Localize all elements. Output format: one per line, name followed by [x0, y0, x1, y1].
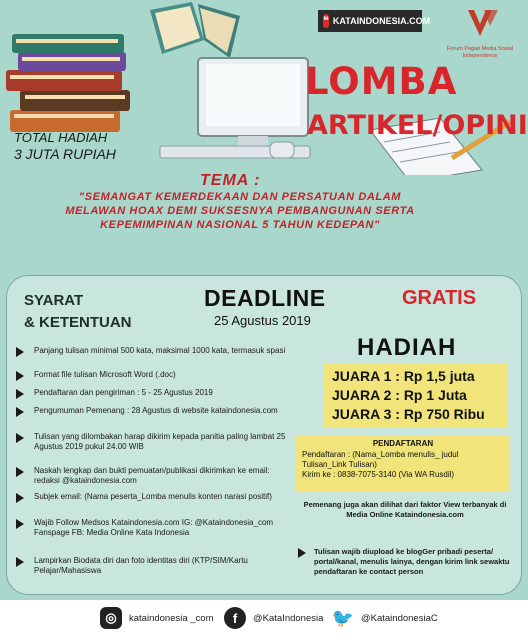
rule-item: Format file tulisan Microsoft Word (.doc) — [34, 370, 176, 379]
facebook-icon: f — [224, 607, 246, 629]
tema-text: "SEMANGAT KEMERDEKAAN DAN PERSATUAN DALAM MELAWAN HOAX DEMI SUKSESNYA PEMBANGUNAN SERTA KEPEMIMPINAN NASIONAL 5 TAHUN KEDEPAN" — [65, 191, 415, 231]
forum-logo-mark — [440, 6, 520, 46]
facebook-link[interactable] — [224, 607, 323, 629]
bullet-icon — [16, 433, 24, 443]
bullet-icon — [16, 389, 24, 399]
forum-logo-text: Forum Pegiat Media Sosial Independence — [446, 46, 514, 59]
hadiah-box — [324, 364, 508, 428]
instagram-handle: kataindonesia _com — [129, 612, 214, 624]
forum-logo — [440, 6, 520, 62]
instagram-link[interactable] — [100, 607, 214, 629]
open-book-top — [150, 2, 240, 58]
deadline-label: DEADLINE — [204, 285, 326, 311]
facebook-handle: @KataIndonesia — [253, 612, 324, 624]
rule-item: Pendaftaran dan pengiriman : 5 - 25 Agustus 2019 — [34, 388, 213, 397]
title-line2: ARTIKEL/OPINI — [307, 110, 528, 141]
hadiah-title: HADIAH — [357, 334, 457, 361]
bullet-icon — [16, 519, 24, 529]
twitter-link[interactable] — [332, 607, 438, 629]
gratis-label: GRATIS — [402, 287, 477, 309]
bullet-icon — [16, 493, 24, 503]
rule-item: Wajib Follow Medsos Kataindonesia.com IG: @Kataindonesia_com Fanspage FB: Media Online Kata Indonesia — [34, 518, 274, 537]
quote-icon: ❝ — [323, 15, 329, 27]
rule-item: Panjang tulisan minimal 500 kata, maksimal 1000 kata, termasuk spasi — [34, 346, 286, 355]
site-logo[interactable] — [318, 10, 431, 32]
rule-item: Lampirkan Biodata diri dan foto identitas diri (KTP/SIM/Kartu Pelajar/Mahasiswa — [34, 556, 248, 575]
syarat-heading — [24, 290, 132, 334]
bullet-icon — [16, 557, 24, 567]
rule-item: Pengumuman Pemenang : 28 Agustus di website kataindonesia.com — [34, 406, 278, 415]
upload-note: Tulisan wajib diupload ke blogGer pribadi peserta/ portal/kanal, menulis lainya, dengan kirim link sewaktu pendaftaran ke contact person — [314, 547, 510, 576]
bullet-icon — [16, 467, 24, 477]
book-stack — [6, 34, 130, 132]
rule-item: Tulisan yang dilombakan harap dikirim kepada panitia paling lambat 25 Agustus 2019 pukul 24.00 WIB — [34, 432, 286, 451]
registration-contact: Kirim ke : 0838-7075-3140 (Via WA Rusdil) — [302, 470, 455, 479]
bullet-icon — [16, 407, 24, 417]
registration-format: Pendaftaran : (Nama_Lomba menulis_ judul Tulisan_Link Tulisan) — [302, 450, 459, 469]
deadline-date: 25 Agustus 2019 — [214, 313, 311, 328]
prize-row: JUARA 3 : Rp 750 Ribu — [332, 406, 485, 422]
title-line1: LOMBA — [305, 60, 458, 103]
bullet-icon — [16, 371, 24, 381]
computer-icon — [160, 58, 310, 158]
instagram-icon: ◎ — [100, 607, 122, 629]
syarat-line2: & KETENTUAN — [24, 314, 132, 331]
winner-note: Pemenang juga akan dilihat dari faktor View terbanyak di Media Online Kataindonesia.com — [303, 500, 507, 519]
syarat-line1: SYARAT — [24, 292, 84, 309]
rule-item: Subjek email: (Nama peserta_Lomba menulis konten narasi positif) — [34, 492, 272, 501]
total-prize-label: TOTAL HADIAH — [14, 130, 108, 145]
rule-item: Naskah lengkap dan bukti pemuatan/publikasi dikirimkan ke email: redaksi @kataindonesia.com — [34, 466, 270, 485]
prize-row: JUARA 2 : Rp 1 Juta — [332, 387, 467, 403]
prize-row: JUARA 1 : Rp 1,5 juta — [332, 368, 475, 384]
registration-title: PENDAFTARAN — [372, 439, 434, 448]
total-prize-value: 3 JUTA RUPIAH — [14, 146, 116, 162]
bullet-icon — [16, 347, 24, 357]
bullet-icon — [298, 548, 306, 558]
tema-label: TEMA : — [200, 172, 261, 189]
twitter-handle: @KataindonesiaC — [361, 612, 438, 624]
registration-box — [296, 436, 510, 492]
site-logo-text: KATAINDONESIA.COM — [332, 16, 431, 26]
twitter-icon: 🐦 — [331, 607, 355, 628]
